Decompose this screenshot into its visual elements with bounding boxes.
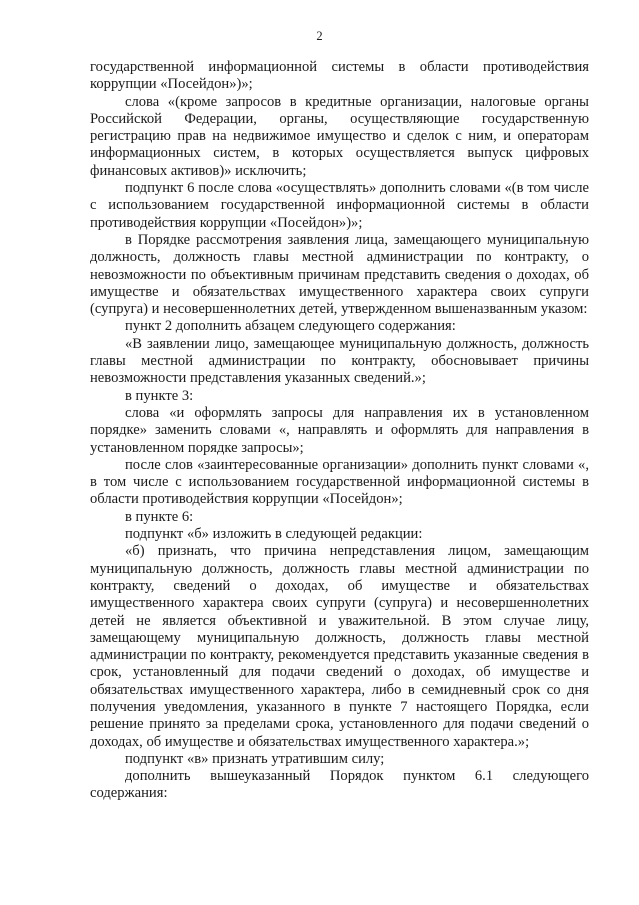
paragraph: слова «(кроме запросов в кредитные организации, налоговые органы Российской Федерации, органы, осуществляющие государственную регистрацию прав на недвижимое имущество и сделок с ним, и операторам информационных систем, в которых осуществляется выпуск цифровых финансовых активов)» исключить; <box>90 93 589 179</box>
paragraph: в пункте 6: <box>125 508 194 525</box>
paragraph: подпункт 6 после слова «осуществлять» дополнить словами «(в том числе с использованием государственной информационной системы в области противодействия коррупции «Посейдон»)»; <box>90 180 589 231</box>
paragraph: дополнить вышеуказанный Порядок пунктом 6.1 следующего содержания: <box>90 768 589 802</box>
page-number: 2 <box>316 29 323 43</box>
paragraph: «б) признать, что причина непредставления лицом, замещающим муниципальную должность, должность главы местной администрации по контракту, сведений о доходах, об имуществе и обязательствах имущественного характера своих супруги (супруга) и несовершеннолетних детей не является объективной и уважительной. В этом случае лицу, замещающему муниципальную должность, должность главы местной администрации по контракту, рекомендуется представить указанные сведения в срок, установленный для подачи сведений о доходах, об имуществе и обязательствах имущественного характера, либо в семидневный срок со дня получения уведомления, указанного в пункте 7 настоящего Порядка, если решение принято за пределами срока, установленного для подачи сведений о доходах, об имуществе и обязательствах имущественного характера.»; <box>90 543 589 750</box>
paragraph: государственной информационной системы в области противодействия коррупции «Посейдон»)»; <box>90 59 589 93</box>
paragraph: подпункт «в» признать утратившим силу; <box>125 750 385 767</box>
document-body <box>90 59 589 803</box>
paragraph: подпункт «б» изложить в следующей редакции: <box>125 526 423 543</box>
paragraph: «В заявлении лицо, замещающее муниципальную должность, должность главы местной администрации по контракту, обосновывает причины невозможности представления указанных сведений.»; <box>90 335 589 387</box>
paragraph: пункт 2 дополнить абзацем следующего содержания: <box>125 318 456 335</box>
paragraph: после слов «заинтересованные организации» дополнить пункт словами «, в том числе с использованием государственной информационной системы в области противодействия коррупции «Посейдон»; <box>90 456 589 508</box>
paragraph: слова «и оформлять запросы для направления их в установленном порядке» заменить словами «, направлять и оформлять для направления в установленном порядке запросы»; <box>90 404 589 456</box>
paragraph: в Порядке рассмотрения заявления лица, замещающего муниципальную должность, должность главы местной администрации по контракту, о невозможности по объективным причинам представить сведения о доходах, об имуществе и обязательствах имущественного характера своих супруги (супруга) и несовершеннолетних детей, утвержденном вышеназванным указом: <box>90 231 589 318</box>
paragraph: в пункте 3: <box>125 387 194 404</box>
